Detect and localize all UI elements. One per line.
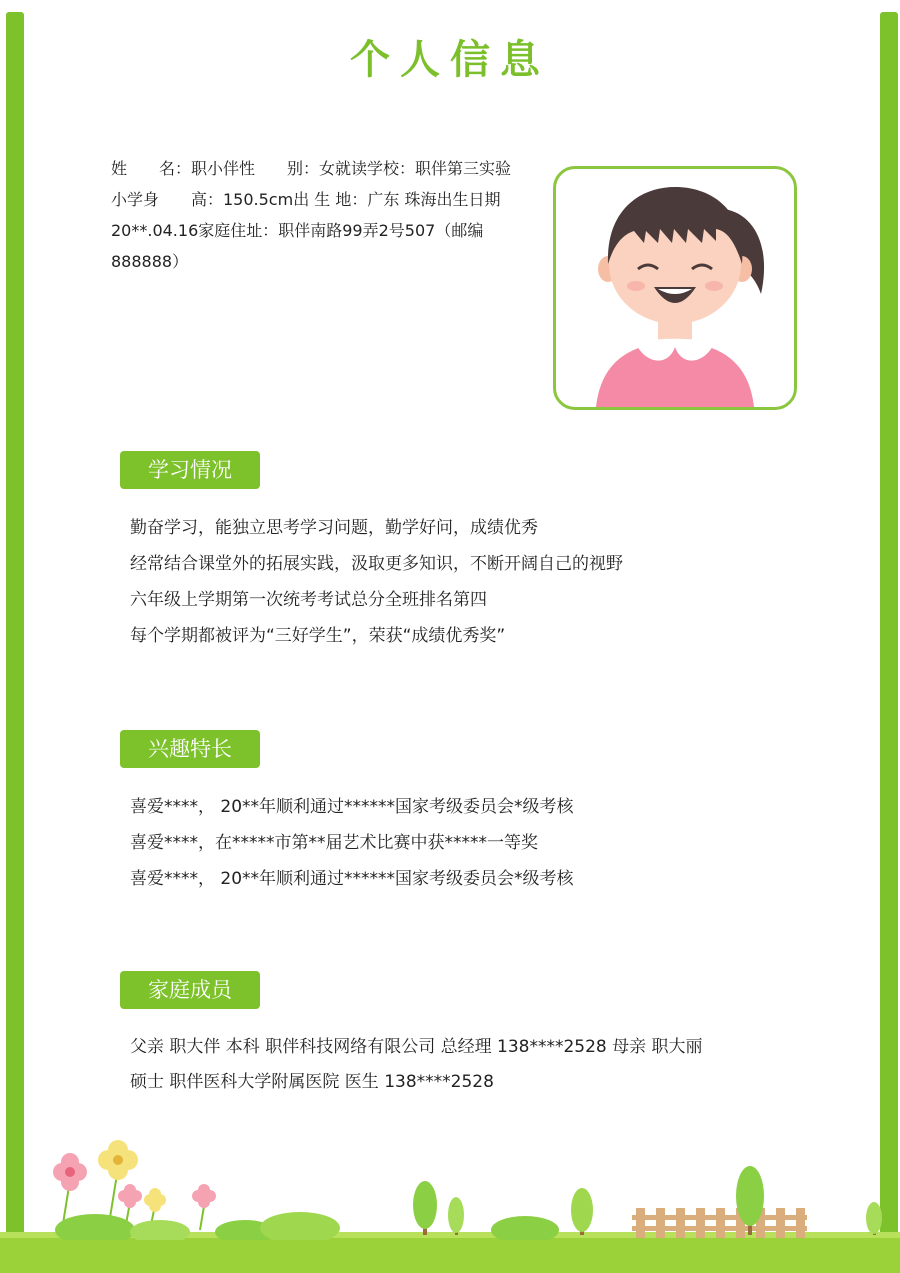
info-line: 姓 名：职小伴性 别：女就读学校：职伴第三实验: [111, 159, 512, 178]
list-item: 喜爱****，在*****市第**届艺术比赛中获*****一等奖: [130, 833, 538, 853]
list-item: 硕士 职伴医科大学附属医院 医生 138****2528: [130, 1072, 494, 1092]
section-heading-family: 家庭成员: [120, 971, 260, 1009]
info-line: 小学身 高：150.5cm出 生 地：广东 珠海出生日期: [111, 190, 501, 209]
study-list: [130, 510, 623, 654]
section-heading-hobby: 兴趣特长: [120, 730, 260, 768]
hobby-list: [130, 789, 574, 897]
tree-icon: [866, 1202, 882, 1235]
info-line: 888888）: [111, 252, 189, 271]
tree-icon: [448, 1197, 464, 1235]
list-item: 每个学期都被评为“三好学生”，荣获“成绩优秀奖”: [130, 626, 506, 646]
flower-icon: [192, 1184, 216, 1230]
family-list: [130, 1030, 703, 1100]
fence-icon: [632, 1208, 807, 1238]
ground: [0, 1238, 900, 1273]
info-line: 20**.04.16家庭住址：职伴南路99弄2号507（邮编: [111, 221, 484, 240]
garden-decoration-icon: [0, 1130, 900, 1240]
tree-icon: [413, 1181, 437, 1235]
list-item: 勤奋学习，能独立思考学习问题，勤学好问，成绩优秀: [130, 518, 538, 538]
list-item: 父亲 职大伴 本科 职伴科技网络有限公司 总经理 138****2528 母亲 职大丽: [130, 1037, 703, 1057]
list-item: 六年级上学期第一次统考考试总分全班排名第四: [130, 590, 487, 610]
page-title: 个人信息: [350, 37, 550, 83]
list-item: 喜爱****， 20**年顺利通过******国家考级委员会*级考核: [130, 797, 574, 817]
list-item: 喜爱****， 20**年顺利通过******国家考级委员会*级考核: [130, 869, 574, 889]
section-heading-study: 学习情况: [120, 451, 260, 489]
tree-icon: [571, 1188, 593, 1235]
left-border-bar: [6, 12, 24, 1252]
personal-info: [111, 153, 566, 277]
girl-avatar-icon: [556, 169, 794, 407]
right-border-bar: [880, 12, 898, 1252]
list-item: 经常结合课堂外的拓展实践，汲取更多知识，不断开阔自己的视野: [130, 554, 623, 574]
avatar-photo: [553, 166, 797, 410]
